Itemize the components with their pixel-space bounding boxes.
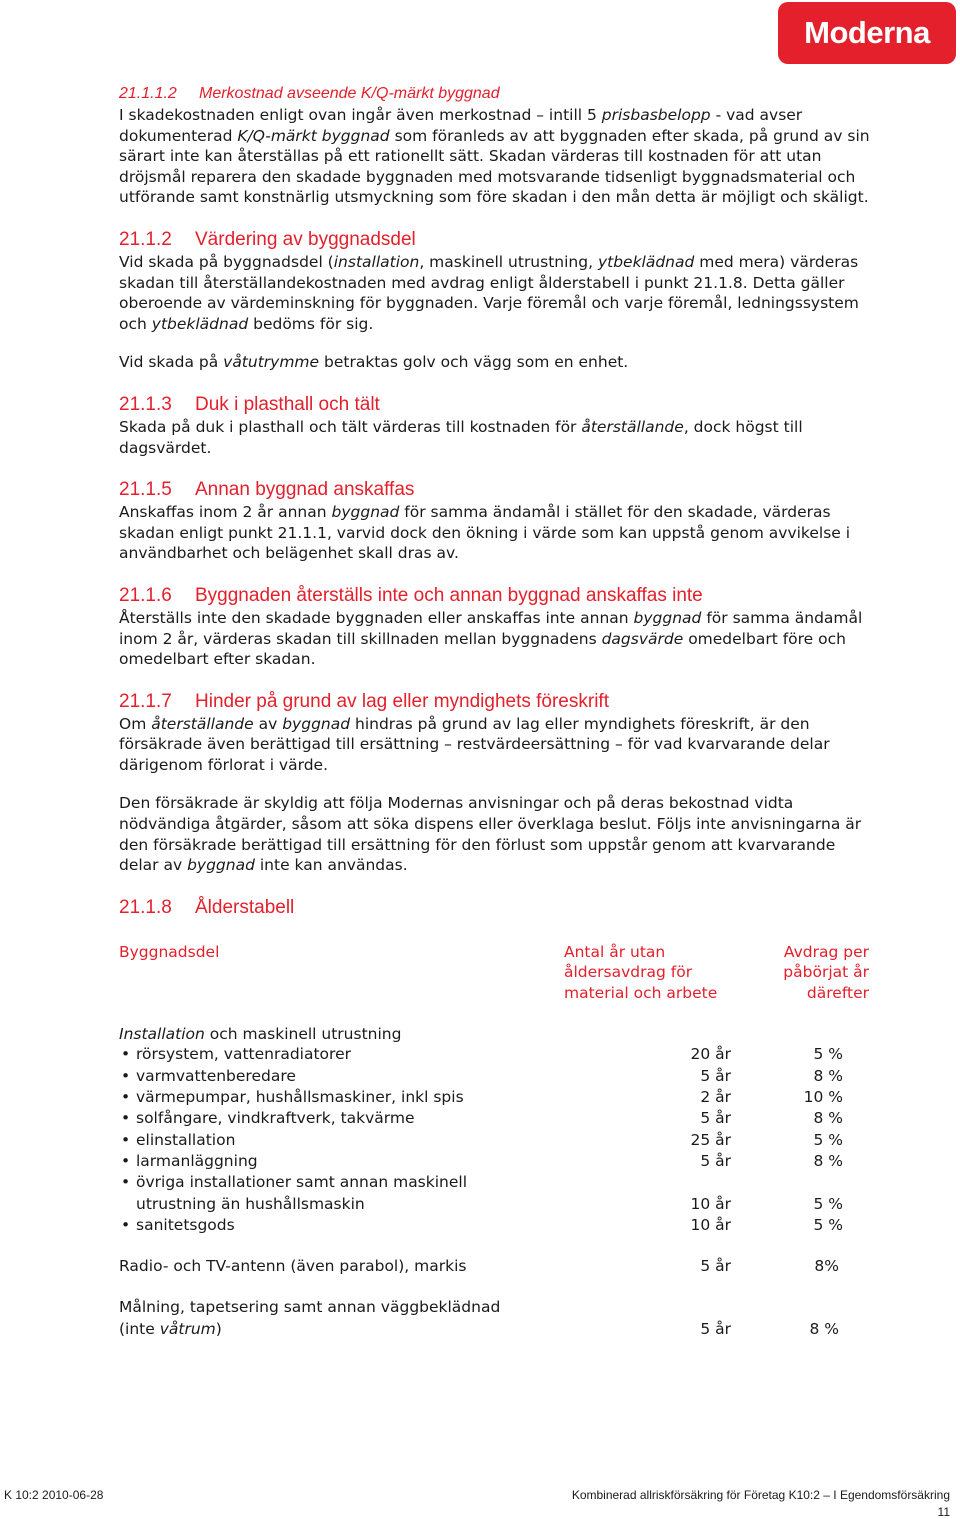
table-row	[119, 1215, 879, 1236]
row-label	[119, 1151, 516, 1172]
moderna-logo: Moderna	[778, 2, 956, 64]
section-title: Byggnaden återställs inte och annan byggnad anskaffas inte	[195, 584, 703, 606]
row-label	[119, 1087, 516, 1108]
text: Målning, tapetsering samt annan väggbeklädnad (inte	[119, 1298, 501, 1338]
section-number: 21.1.1.2	[119, 85, 177, 102]
section-heading-21-1-3	[119, 393, 879, 417]
section-heading-21-1-5	[119, 478, 879, 502]
table-group-title	[119, 1024, 879, 1045]
table-row	[119, 1087, 879, 1108]
row-label	[119, 1297, 539, 1340]
row-label-text: solfångare, vindkraftverk, takvärme	[136, 1109, 415, 1128]
row-label-text: övriga installationer samt annan maskinell utrustning än hushållsmaskin	[136, 1173, 468, 1213]
paragraph	[119, 252, 879, 334]
text: Den försäkrade är skyldig att följa Modernas anvisningar och på deras bekostnad vidta nödvändiga åtgärder, såsom att söka dispens eller överklaga beslut. Följs inte anvisningarna är den försäkrade berättigad till ersättning för den förlust som uppstår genom att kvarvarande delar av	[119, 794, 862, 875]
defined-term: ytbeklädnad	[151, 314, 249, 333]
defined-term: återställande	[151, 714, 254, 733]
paragraph	[119, 502, 879, 564]
row-years: 5 år	[700, 1319, 731, 1338]
text: för samma ändamål i stället för den skadade, värderas skadan enligt punkt 21.1.1, varvid dock den ökning i värde som kan uppstå genom avvikelse i användbarhet och belägenhet skall dras av.	[119, 503, 851, 563]
row-label: Radio- och TV-antenn (även parabol), markis	[119, 1257, 467, 1276]
defined-term: prisbasbelopp	[601, 106, 711, 124]
defined-term: ytbeklädnad	[597, 252, 695, 271]
row-label-text: värmepumpar, hushållsmaskiner, inkl spis	[136, 1088, 464, 1107]
paragraph	[119, 714, 879, 776]
defined-term: byggnad	[187, 856, 255, 875]
row-label-text: sanitetsgods	[136, 1215, 235, 1234]
bullet-icon: •	[121, 1215, 131, 1234]
bullet-icon: •	[121, 1066, 131, 1085]
defined-term: byggnad	[331, 503, 400, 522]
section-heading-21-1-7	[119, 690, 879, 714]
table-header	[119, 942, 879, 1004]
table-row	[119, 1108, 879, 1129]
text: hindras på grund av lag eller myndighets föreskrift, är den försäkrade även berättigad till ersättning – restvärdeersättning – för vad kvarvarande delar därigenom förlorat i värde.	[119, 714, 830, 774]
row-percent: 5 %	[813, 1130, 843, 1149]
row-percent: 8 %	[813, 1066, 843, 1085]
paragraph	[119, 105, 879, 208]
text: med mera) värderas skadan till återställandekostnaden med avdrag enligt ålderstabell i punkt 21.1.8. Detta gäller oberoende av värdeminskning för byggnaden. Varje föremål och varje föremål, ledningssystem och	[119, 252, 859, 333]
row-years: 10 år	[690, 1215, 731, 1234]
text: inte kan användas.	[254, 856, 408, 875]
row-percent: 8 %	[813, 1151, 843, 1170]
section-number: 21.1.2	[119, 228, 172, 250]
section-number: 21.1.5	[119, 479, 172, 501]
table-row	[119, 1297, 879, 1340]
paragraph	[119, 352, 879, 373]
section-title: Ålderstabell	[195, 896, 295, 918]
row-years: 20 år	[690, 1045, 731, 1064]
text: Vid skada på byggnadsdel (	[119, 252, 334, 271]
section-title: Merkostnad avseende K/Q-märkt byggnad	[199, 85, 500, 102]
row-label	[119, 1215, 516, 1236]
row-percent: 5 %	[813, 1215, 843, 1234]
row-label	[119, 1172, 516, 1215]
footer-document-id: K 10:2 2010-06-28	[4, 1488, 104, 1502]
row-percent: 8 %	[813, 1109, 843, 1128]
age-table	[119, 942, 879, 1340]
section-title: Annan byggnad anskaffas	[195, 479, 415, 501]
defined-term: byggnad	[633, 608, 702, 627]
bullet-icon: •	[121, 1045, 131, 1064]
text: Anskaffas inom 2 år annan	[119, 503, 332, 522]
row-label	[119, 1108, 516, 1129]
table-rows	[119, 1044, 879, 1236]
text: Vid skada på	[119, 353, 224, 372]
paragraph	[119, 608, 879, 670]
row-years: 5 år	[700, 1151, 731, 1170]
row-years: 5 år	[700, 1257, 731, 1276]
text: )	[215, 1319, 222, 1338]
row-label-text: varmvattenberedare	[136, 1066, 296, 1085]
bullet-icon: •	[121, 1130, 131, 1149]
page-number: 11	[937, 1505, 950, 1519]
section-number: 21.1.7	[119, 690, 172, 712]
row-percent: 5 %	[813, 1194, 843, 1213]
table-row	[119, 1256, 879, 1277]
row-percent: 5 %	[813, 1045, 843, 1064]
section-title: Värdering av byggnadsdel	[195, 228, 416, 250]
defined-term: våtutrymme	[223, 353, 320, 372]
row-label	[119, 1066, 516, 1087]
defined-term: återställande	[581, 417, 684, 436]
table-row	[119, 1044, 879, 1065]
bullet-icon: •	[121, 1173, 131, 1192]
defined-term: dagsvärde	[601, 629, 684, 648]
row-label-text: elinstallation	[136, 1130, 236, 1149]
row-years: 2 år	[700, 1088, 731, 1107]
section-number: 21.1.3	[119, 393, 172, 415]
row-percent: 10 %	[803, 1088, 843, 1107]
section-title: Hinder på grund av lag eller myndighets föreskrift	[195, 690, 609, 712]
text: betraktas golv och vägg som en enhet.	[319, 353, 629, 372]
defined-term: byggnad	[282, 714, 351, 733]
paragraph	[119, 417, 879, 458]
text: och maskinell utrustning	[204, 1024, 402, 1043]
bullet-icon: •	[121, 1109, 131, 1128]
table-row	[119, 1172, 879, 1215]
column-header-building-part: Byggnadsdel	[119, 942, 220, 961]
document-body	[119, 83, 879, 1340]
section-title: Duk i plasthall och tält	[195, 393, 380, 415]
row-percent: 8%	[814, 1257, 839, 1276]
paragraph	[119, 793, 879, 875]
text: - vad avser dokumenterad	[119, 106, 803, 145]
text: , maskinell utrustning,	[419, 252, 598, 271]
footer-document-title: Kombinerad allriskförsäkring för Företag K10:2 – I Egendomsförsäkring	[571, 1488, 950, 1502]
row-years: 5 år	[700, 1066, 731, 1085]
section-heading-21-1-2	[119, 228, 879, 252]
text: I skadekostnaden enligt ovan ingår även merkostnad – intill 5	[119, 106, 602, 124]
text: av	[253, 714, 283, 733]
section-heading-21-1-6	[119, 584, 879, 608]
column-header-deduction: Avdrag per påbörjat år därefter	[783, 942, 869, 1003]
column-header-years: Antal år utan åldersavdrag för material och arbete	[564, 942, 718, 1003]
row-label-text: larmanläggning	[136, 1151, 258, 1170]
row-label	[119, 1044, 516, 1065]
table-row	[119, 1151, 879, 1172]
row-years: 5 år	[700, 1109, 731, 1128]
section-number: 21.1.6	[119, 584, 172, 606]
row-years: 10 år	[690, 1194, 731, 1213]
text: bedöms för sig.	[248, 314, 374, 333]
row-years: 25 år	[690, 1130, 731, 1149]
defined-term: installation	[333, 252, 420, 271]
defined-term: K/Q-märkt byggnad	[237, 126, 390, 145]
row-label-text: rörsystem, vattenradiatorer	[136, 1045, 351, 1064]
text: Om	[119, 714, 152, 733]
table-row	[119, 1130, 879, 1151]
defined-term: våtrum	[159, 1319, 216, 1338]
section-heading-21-1-1-2	[119, 83, 879, 105]
section-number: 21.1.8	[119, 896, 172, 918]
text: Skada på duk i plasthall och tält värderas till kostnaden för	[119, 417, 582, 436]
text: för samma ändamål inom 2 år, värderas skadan till skillnaden mellan byggnadens	[119, 608, 863, 648]
bullet-icon: •	[121, 1088, 131, 1107]
bullet-icon: •	[121, 1151, 131, 1170]
text: , dock högst till dagsvärdet.	[119, 417, 803, 457]
row-label	[119, 1130, 516, 1151]
text: Återställs inte den skadade byggnaden eller anskaffas inte annan	[119, 608, 634, 627]
table-row	[119, 1066, 879, 1087]
text: som föranleds av att byggnaden efter skada, på grund av sin särart inte kan återställas på ett rationellt sätt. Skadan värderas till kostnaden för att utan dröjsmål reparera den skadade byggnaden med motsvarande tidsenligt byggnadsmaterial och utförande samt konstnärlig utsmyckning som före skadan i den mån detta är möjligt och skäligt.	[119, 126, 870, 207]
text: omedelbart före och omedelbart efter skadan.	[119, 629, 846, 669]
defined-term: Installation	[119, 1024, 205, 1043]
section-heading-21-1-8	[119, 896, 879, 920]
row-percent: 8 %	[809, 1319, 839, 1338]
